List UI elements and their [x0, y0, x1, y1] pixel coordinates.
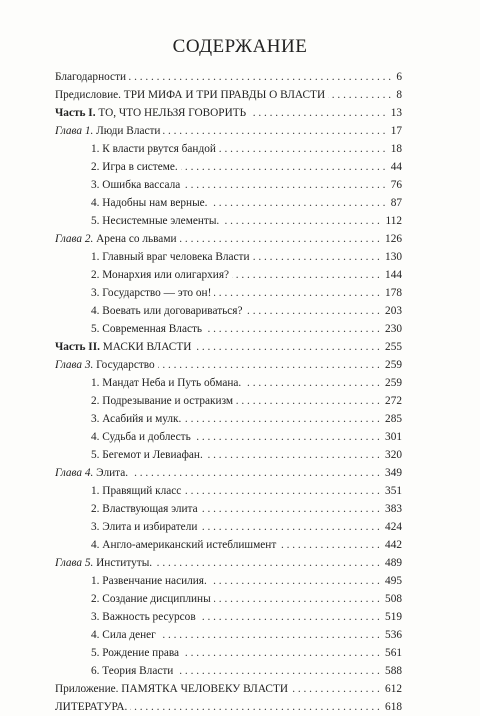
toc-entry-section: [55, 608, 402, 626]
toc-entry-title: [55, 125, 163, 137]
toc-entry-title: ЛИТЕРАТУРА.: [55, 701, 130, 713]
toc-entry-title: 1. Правящий класс: [91, 485, 184, 497]
toc-entry-title: [55, 467, 131, 479]
toc-page-number: 424: [382, 518, 402, 536]
toc-entry-title: 3. Государство — это он!: [91, 287, 214, 299]
toc-page-number: 76: [388, 176, 402, 194]
toc-entry-title: 4. Сила денег: [91, 629, 159, 641]
toc-page-number: 536: [382, 626, 402, 644]
toc-page-number: 383: [382, 500, 402, 518]
toc-entry-chapter: [55, 356, 402, 374]
toc-entry-section: [55, 248, 402, 266]
toc-entry-section: [55, 482, 402, 500]
toc-entry-text: Элита.: [96, 467, 129, 479]
toc-entry-section: [55, 644, 402, 662]
toc-entry-title: 2. Властвующая элита: [91, 503, 201, 515]
toc-entry-section: [55, 176, 402, 194]
toc-entry-title: 1. Главный враг человека Власти: [91, 251, 253, 263]
toc-entry-title: 5. Современная Власть: [91, 323, 205, 335]
toc-entry-part: [55, 104, 402, 122]
toc-entry-title: [55, 557, 155, 569]
toc-entry-part: [55, 338, 402, 356]
toc-entry-top: [55, 680, 402, 698]
toc-entry-section: [55, 158, 402, 176]
toc-entry-label: Глава 5.: [55, 557, 94, 569]
toc-entry-title: Приложение. ПАМЯТКА ЧЕЛОВЕКУ ВЛАСТИ: [55, 683, 291, 695]
toc-page-number: 17: [388, 122, 402, 140]
toc-page-number: 230: [382, 320, 402, 338]
toc-entry-title: 4. Воевать или договариваться?: [91, 305, 246, 317]
toc-entry-title: [55, 341, 194, 353]
toc-entry-title: 1. Развенчание насилия.: [91, 575, 210, 587]
toc-entry-title: 3. Важность ресурсов: [91, 611, 199, 623]
toc-page-number: 8: [393, 86, 402, 104]
toc-page-number: 285: [382, 410, 402, 428]
toc-entry-label: Глава 1.: [55, 125, 94, 137]
toc-entry-title: 2. Игра в системе.: [91, 161, 181, 173]
toc-page-number: 255: [382, 338, 402, 356]
toc-entry-title: Благодарности: [55, 71, 129, 83]
toc-entry-chapter: [55, 554, 402, 572]
toc-entry-section: [55, 302, 402, 320]
toc-entry-text: Люди Власти: [96, 125, 161, 137]
toc-entry-section: [55, 428, 402, 446]
toc-entry-section: [55, 194, 402, 212]
toc-page-number: 259: [382, 356, 402, 374]
toc-page-number: 561: [382, 644, 402, 662]
toc-page-number: 130: [382, 248, 402, 266]
toc-page-number: 495: [382, 572, 402, 590]
toc-entry-title: 3. Элита и избиратели: [91, 521, 200, 533]
toc-entry-text: Институты.: [96, 557, 153, 569]
toc-entry-chapter: [55, 230, 402, 248]
toc-entry-chapter: [55, 122, 402, 140]
toc-entry-text: Государство: [96, 359, 155, 371]
toc-page-number: 203: [382, 302, 402, 320]
toc-page-number: 301: [382, 428, 402, 446]
toc-entry-top: [55, 86, 402, 104]
toc-page-number: 508: [382, 590, 402, 608]
toc-entry-label: Глава 3.: [55, 359, 94, 371]
toc-entry-title: 4. Надобны нам верные.: [91, 197, 211, 209]
toc-page-number: 320: [382, 446, 402, 464]
toc-page-number: 489: [382, 554, 402, 572]
toc-entry-section: [55, 320, 402, 338]
toc-entry-label: Часть II.: [55, 341, 100, 353]
toc-entry-text: ТО, ЧТО НЕЛЬЗЯ ГОВОРИТЬ: [98, 107, 247, 119]
toc-entry-section: [55, 140, 402, 158]
toc-entry-top: [55, 68, 402, 86]
toc-entry-title: 4. Англо-американский истеблишмент: [91, 539, 279, 551]
toc-entry-title: 3. Ошибка вассала: [91, 179, 183, 191]
toc-entry-section: [55, 446, 402, 464]
toc-entry-section: [55, 284, 402, 302]
toc-entry-title: Предисловие. ТРИ МИФА И ТРИ ПРАВДЫ О ВЛАСТИ: [55, 89, 328, 101]
toc-entry-section: [55, 266, 402, 284]
toc-entry-title: 1. К власти рвутся бандой: [91, 143, 219, 155]
toc-page-number: 618: [382, 698, 402, 716]
toc-entry-label: Глава 2.: [55, 233, 94, 245]
toc-entry-top: [55, 698, 402, 716]
toc-entry-label: Часть I.: [55, 107, 96, 119]
toc-entry-title: 1. Мандат Неба и Путь обмана.: [91, 377, 244, 389]
toc-entry-section: [55, 212, 402, 230]
toc-entry-title: [55, 107, 249, 119]
toc-entry-section: [55, 518, 402, 536]
toc-entry-section: [55, 410, 402, 428]
toc-entry-title: 6. Теория Власти: [91, 665, 176, 677]
toc-entry-section: [55, 662, 402, 680]
toc-entry-title: 2. Монархия или олигархия?: [91, 269, 232, 281]
toc-entry-label: Глава 4.: [55, 467, 94, 479]
toc-entry-title: 5. Бегемот и Левиафан.: [91, 449, 206, 461]
toc-page-number: 44: [388, 158, 402, 176]
toc-entry-section: [55, 572, 402, 590]
toc-entry-title: 3. Асабийя и мулк.: [91, 413, 184, 425]
toc-entry-title: [55, 233, 180, 245]
toc-page-number: 87: [388, 194, 402, 212]
toc-entry-title: 5. Несистемные элементы.: [91, 215, 222, 227]
toc-entry-text: МАСКИ ВЛАСТИ: [102, 341, 192, 353]
toc-entry-section: [55, 536, 402, 554]
toc-page-number: 13: [388, 104, 402, 122]
toc-page-number: 612: [382, 680, 402, 698]
toc-entry-title: 2. Создание дисциплины: [91, 593, 214, 605]
toc-entry-text: Арена со львами: [96, 233, 177, 245]
toc-page-number: 6: [393, 68, 402, 86]
toc-entry-section: [55, 500, 402, 518]
toc-page-number: 272: [382, 392, 402, 410]
toc-page-number: 442: [382, 536, 402, 554]
toc-page-number: 144: [382, 266, 402, 284]
table-of-contents: [55, 68, 402, 716]
toc-entry-title: [55, 359, 158, 371]
toc-page-number: 178: [382, 284, 402, 302]
toc-entry-chapter: [55, 464, 402, 482]
toc-entry-title: 5. Рождение права: [91, 647, 182, 659]
toc-entry-section: [55, 626, 402, 644]
toc-page-number: 351: [382, 482, 402, 500]
toc-page-number: 259: [382, 374, 402, 392]
toc-entry-title: 2. Подрезывание и остракизм: [91, 395, 236, 407]
toc-page-number: 18: [388, 140, 402, 158]
page-title: СОДЕРЖАНИЕ: [172, 36, 308, 57]
toc-entry-section: [55, 374, 402, 392]
toc-page-number: 126: [382, 230, 402, 248]
toc-page-number: 349: [382, 464, 402, 482]
toc-page-number: 112: [382, 212, 402, 230]
toc-entry-title: 4. Судьба и доблесть: [91, 431, 194, 443]
toc-entry-section: [55, 590, 402, 608]
toc-page-number: 519: [382, 608, 402, 626]
toc-entry-section: [55, 392, 402, 410]
toc-page-number: 588: [382, 662, 402, 680]
